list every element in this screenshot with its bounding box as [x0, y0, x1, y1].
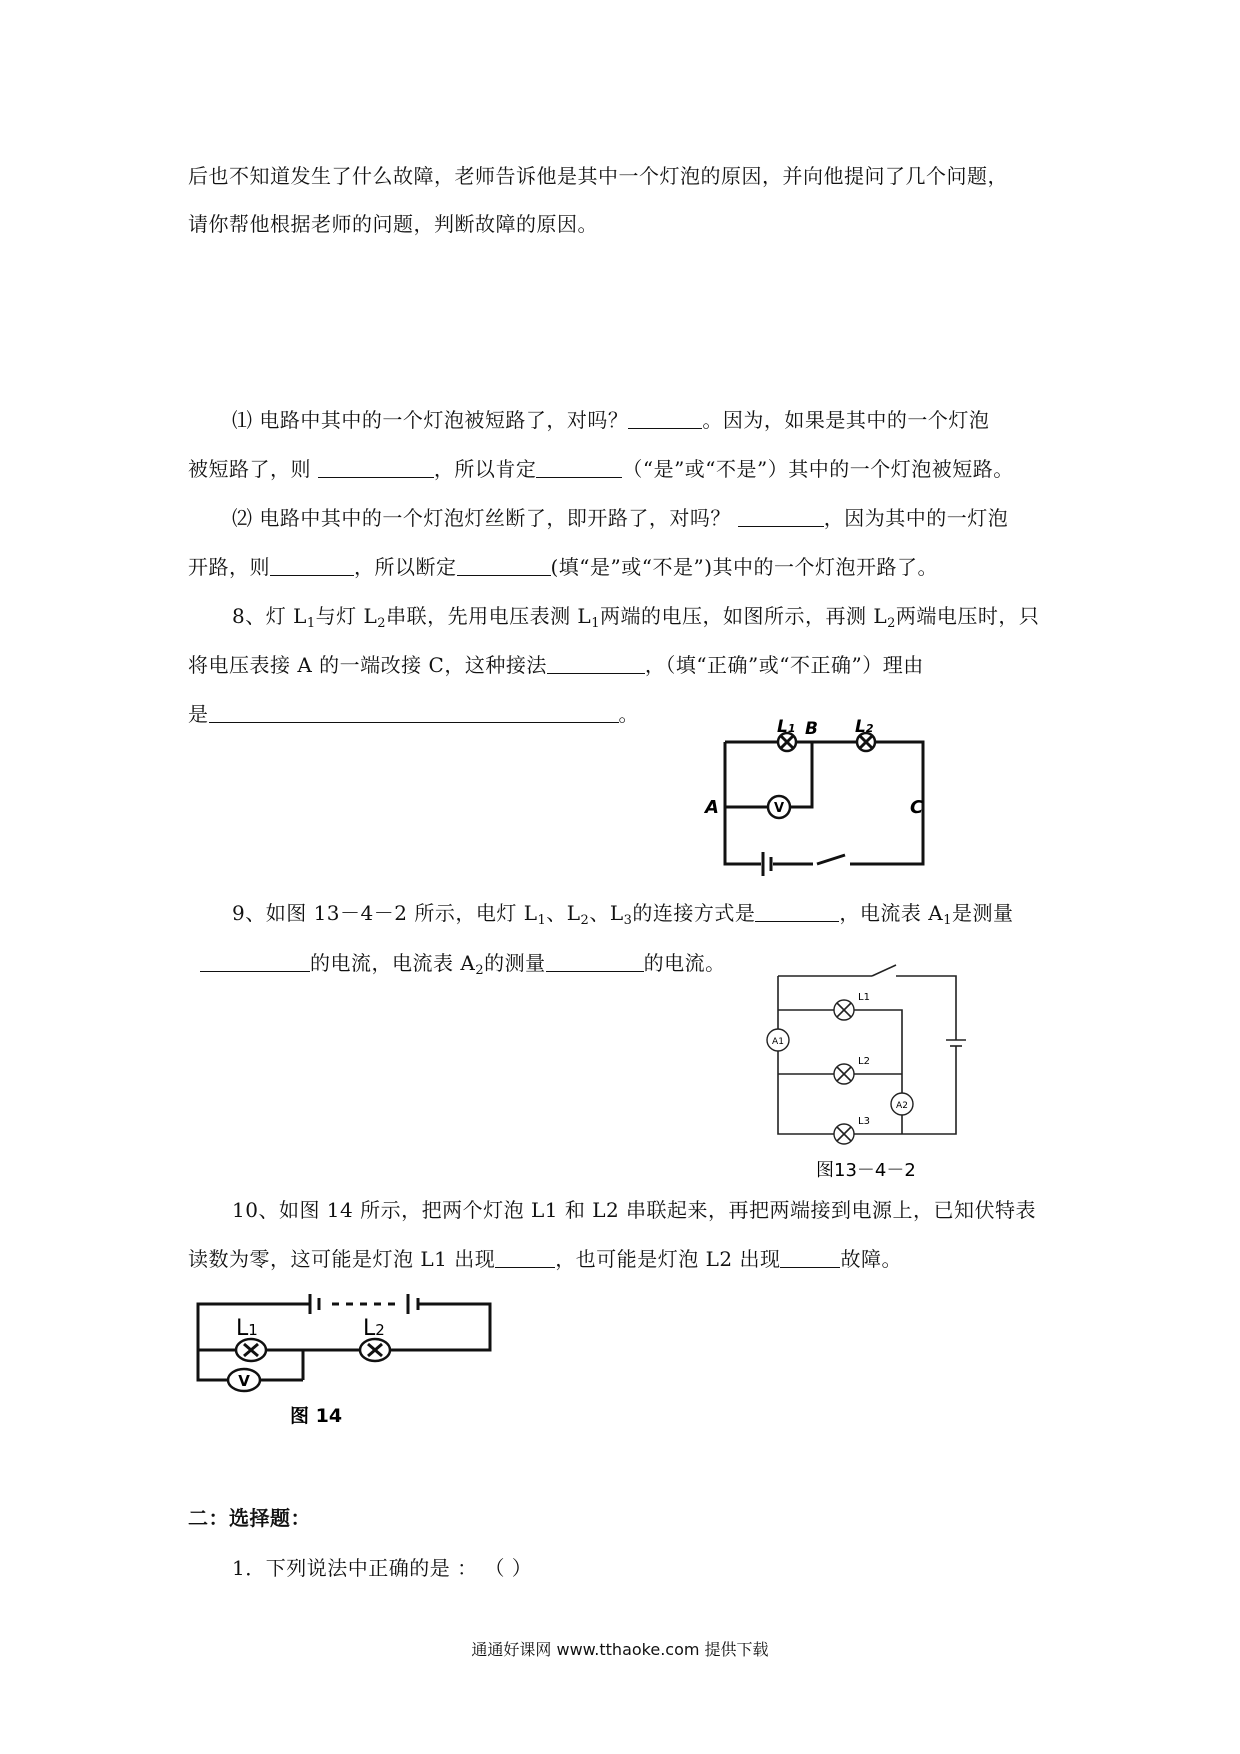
section-heading: 二：选择题： [188, 1506, 311, 1530]
q10-blank-2[interactable] [780, 1247, 840, 1268]
q7-part2-text-c: 开路，则 [188, 555, 270, 579]
q8-text-g: ，（填“正确”或“不正确”）理由 [644, 653, 924, 677]
q8-text-h: 是 [188, 702, 209, 726]
q9-line2 [200, 949, 726, 985]
q10-text-a: 读数为零，这可能是灯泡 L1 出现 [188, 1247, 496, 1271]
q9-text-f: 是测量 [951, 901, 1014, 925]
q8-label-l1: L1 [777, 717, 796, 737]
q8-sub-2: 2 [377, 616, 387, 631]
q10-text-b: ，也可能是灯泡 L2 出现 [555, 1247, 781, 1271]
q7-part2-line2 [188, 553, 938, 581]
q9-switch-lever [872, 965, 896, 976]
q9-sub-5: 2 [475, 963, 485, 978]
q7-part1-text-c: 被短路了，则 [188, 457, 311, 481]
q10-voltmeter-label: V [238, 1372, 250, 1390]
q7-part2-line1 [232, 504, 1008, 532]
q8-label-b: B [805, 719, 818, 739]
q7-part1-line1 [232, 406, 989, 434]
q8-text-d: 两端的电压，如图所示，再测 L [600, 604, 888, 628]
q9-ammeter-a1-label: A1 [772, 1037, 784, 1047]
q8-sub-1: 1 [306, 616, 316, 631]
q7-part1-line2 [188, 455, 1014, 483]
q9-label-l2: L2 [858, 1056, 870, 1067]
choice-question-1: 1．下列说法中正确的是 ： （ ） [232, 1556, 533, 1580]
q10-line1: 10、如图 14 所示，把两个灯泡 L1 和 L2 串联起来，再把两端接到电源上，已知伏特表 [232, 1198, 1037, 1222]
q9-circuit-diagram [770, 956, 970, 1186]
q8-line2 [188, 651, 924, 679]
q7-blank-1[interactable] [628, 408, 702, 429]
q9-blank-1[interactable] [755, 901, 839, 922]
q8-sub-4: 2 [887, 616, 896, 631]
q9-blank-2[interactable] [200, 951, 310, 972]
q7-blank-5[interactable] [270, 555, 354, 576]
q9-text-a: 9、如图 13－4－2 所示，电灯 L [232, 901, 538, 925]
q10-circuit-diagram [190, 1292, 520, 1432]
q9-sub-4: 1 [943, 913, 952, 928]
q9-figure-caption: 图13－4－2 [816, 1160, 916, 1181]
q9-label-l3: L3 [858, 1116, 870, 1127]
q7-blank-6[interactable] [457, 555, 551, 576]
q9-text-h: 的测量 [484, 951, 546, 975]
q8-sub-3: 1 [591, 616, 600, 631]
q9-label-l1: L1 [858, 992, 870, 1003]
q7-part1-text-e: （“是”或“不是”）其中的一个灯泡被短路。 [622, 457, 1014, 481]
q8-blank-1[interactable] [547, 653, 645, 674]
q8-text-b: 与灯 L [315, 604, 378, 628]
q8-label-c: C [910, 797, 924, 818]
q8-circuit-diagram [695, 712, 935, 882]
q9-line1 [232, 899, 1013, 935]
q10-line2 [188, 1245, 902, 1273]
intro-line-2: 请你帮他根据老师的问题，判断故障的原因。 [188, 212, 598, 236]
q9-sub-2: 2 [580, 913, 590, 928]
q9-text-i: 的电流。 [643, 951, 726, 975]
q8-label-a: A [705, 797, 719, 818]
q10-figure-caption: 图 14 [290, 1405, 343, 1427]
q10-label-l1: L1 [236, 1316, 258, 1341]
q8-text-c: 串联，先用电压表测 L [386, 604, 592, 628]
q9-text-b: 、L [546, 901, 581, 925]
q7-part1-text-d: ，所以肯定 [433, 457, 537, 481]
q8-text-i: 。 [618, 702, 639, 726]
q7-blank-4[interactable] [738, 506, 824, 527]
q10-wire [418, 1304, 490, 1350]
q9-sub-3: 3 [623, 913, 633, 928]
q10-blank-1[interactable] [495, 1247, 555, 1268]
q7-part2-text-b: ，因为其中的一灯泡 [823, 506, 1009, 530]
q9-text-d: 的连接方式是 [632, 901, 756, 925]
q8-line3 [188, 700, 639, 728]
q9-ammeter-a2-label: A2 [896, 1101, 908, 1111]
q8-voltmeter-label: V [773, 801, 785, 816]
q7-part1-text-a: ⑴ 电路中其中的一个灯泡被短路了，对吗？ [232, 408, 629, 432]
page-footer: 通通好课网 www.tthaoke.com 提供下载 [471, 1640, 769, 1659]
q7-part1-text-b: 。因为，如果是其中的一个灯泡 [702, 408, 990, 432]
q9-sub-1: 1 [537, 913, 547, 928]
q8-text-e: 两端电压时，只 [895, 604, 1040, 628]
q9-blank-3[interactable] [546, 951, 644, 972]
q9-text-e: ，电流表 A [839, 901, 944, 925]
q8-label-l2: L2 [855, 717, 874, 737]
intro-line-1: 后也不知道发生了什么故障，老师告诉他是其中一个灯泡的原因，并向他提问了几个问题， [188, 164, 1008, 188]
q10-label-l2: L2 [363, 1316, 385, 1341]
q10-text-c: 故障。 [840, 1247, 902, 1271]
q8-line1 [232, 602, 1039, 638]
q8-blank-2[interactable] [209, 702, 619, 723]
q7-part2-text-e: (填“是”或“不是”)其中的一个灯泡开路了。 [550, 555, 939, 579]
q7-part2-text-d: ，所以断定 [354, 555, 457, 579]
q8-text-f: 将电压表接 A 的一端改接 C，这种接法 [188, 653, 547, 677]
q8-text-a: 8、灯 L [232, 604, 307, 628]
q7-blank-2[interactable] [318, 457, 434, 478]
q7-blank-3[interactable] [536, 457, 622, 478]
q9-text-c: 、L [589, 901, 624, 925]
q9-wire [896, 976, 956, 1040]
q7-part2-text-a: ⑵ 电路中其中的一个灯泡灯丝断了，即开路了，对吗？ [232, 506, 731, 530]
q9-text-g: 的电流，电流表 A [310, 951, 476, 975]
